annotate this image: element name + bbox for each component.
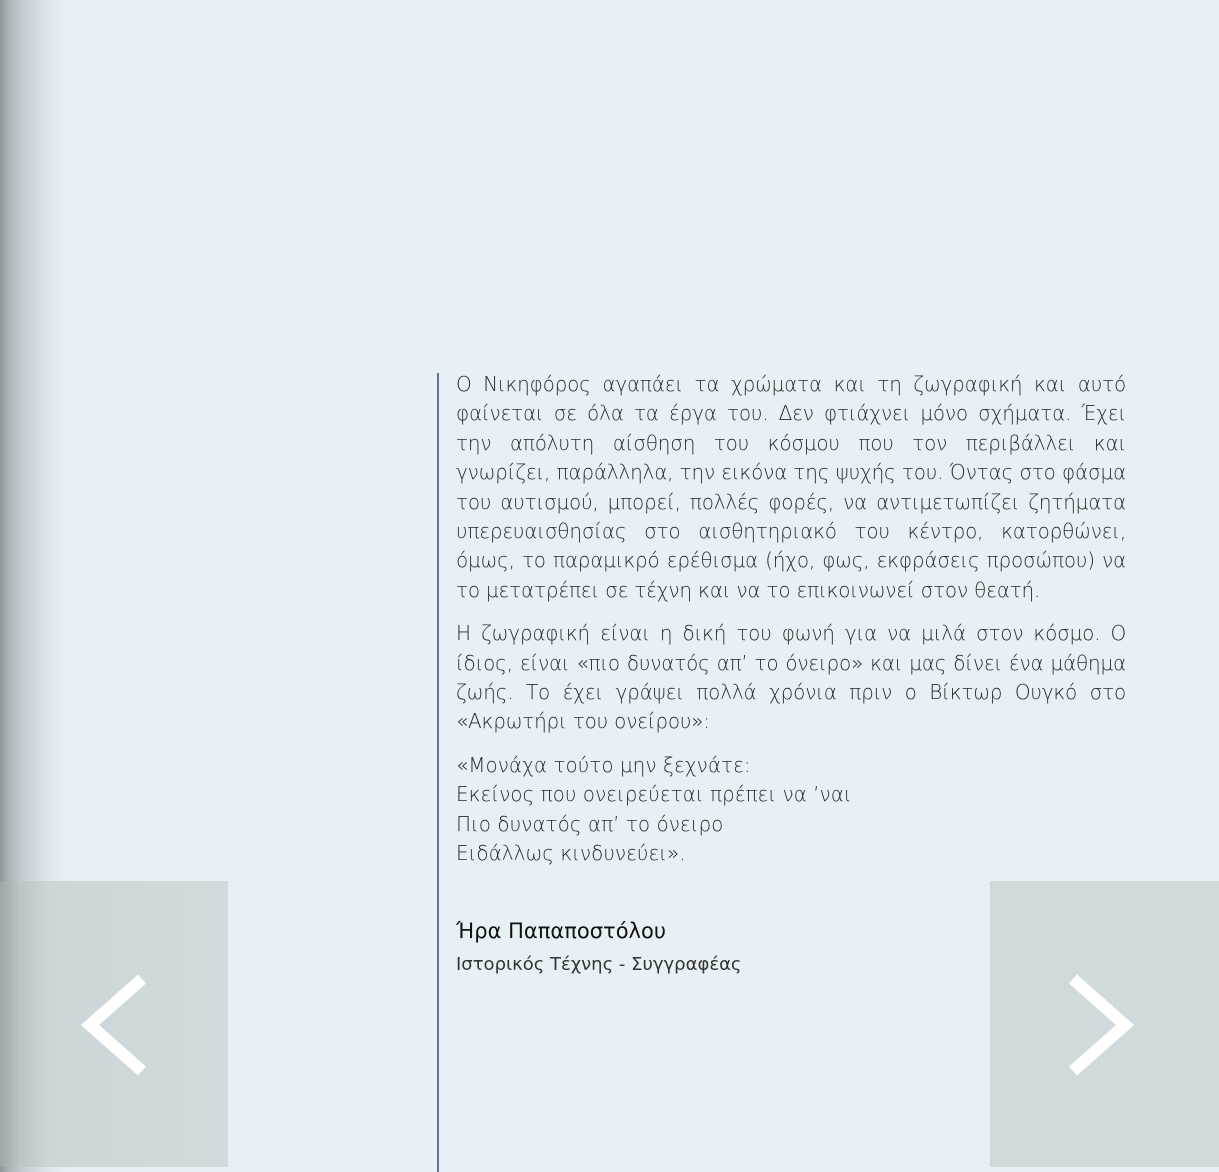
poem-line: Ειδάλλως κινδυνεύει». [456,841,686,866]
article-body [456,370,1126,869]
author-name: Ήρα Παπαποστόλου [456,919,666,943]
paragraph-2: Η ζωγραφική είναι η δική του φωνή για να μιλά στον κόσμο. Ο ίδιος, είναι «πιο δυνατός απ’ το όνειρο» και μας δίνει ένα μάθημα ζωής. Το έχει γράψει πολλά χρόνια πριν ο Βίκτωρ Ουγκό στο «Ακρωτήρι του ονείρου»: [456,621,1126,734]
author-role: Ιστορικός Τέχνης - Συγγραφέας [456,954,742,975]
next-page-button[interactable] [990,881,1219,1167]
poem-line: Πιο δυνατός απ’ το όνειρο [456,811,724,836]
poem-line: «Μονάχα τούτο μην ξεχνάτε: [456,752,751,777]
paragraph-1: Ο Νικηφόρος αγαπάει τα χρώματα και τη ζωγραφική και αυτό φαίνεται σε όλα τα έργα του. Δεν φτιάχνει μόνο σχήματα. Έχει την απόλυτη αίσθηση του κόσμου που τον περιβάλλει και γνωρίζει, παράλληλα, την εικόνα της ψυχής του. Όντας στο φάσμα του αυτισμού, μπορεί, πολλές φορές, να αντιμετωπίζει ζητήματα υπερευαισθησίας στο αισθητηριακό του κέντρο, κατορθώνει, όμως, το παραμικρό ερέθισμα (ήχο, φως, εκφράσεις προσώπου) να το μετατρέπει σε τέχνη και να το επικοινωνεί στον θεατή. [456,372,1126,602]
previous-page-button[interactable] [0,881,228,1167]
chevron-left-icon [80,973,152,1077]
chevron-right-icon [1063,973,1135,1077]
poem-line: Εκείνος που ονειρεύεται πρέπει να ’ναι [456,782,852,807]
poem-quote [456,751,1126,869]
vertical-divider-line [437,373,439,1172]
